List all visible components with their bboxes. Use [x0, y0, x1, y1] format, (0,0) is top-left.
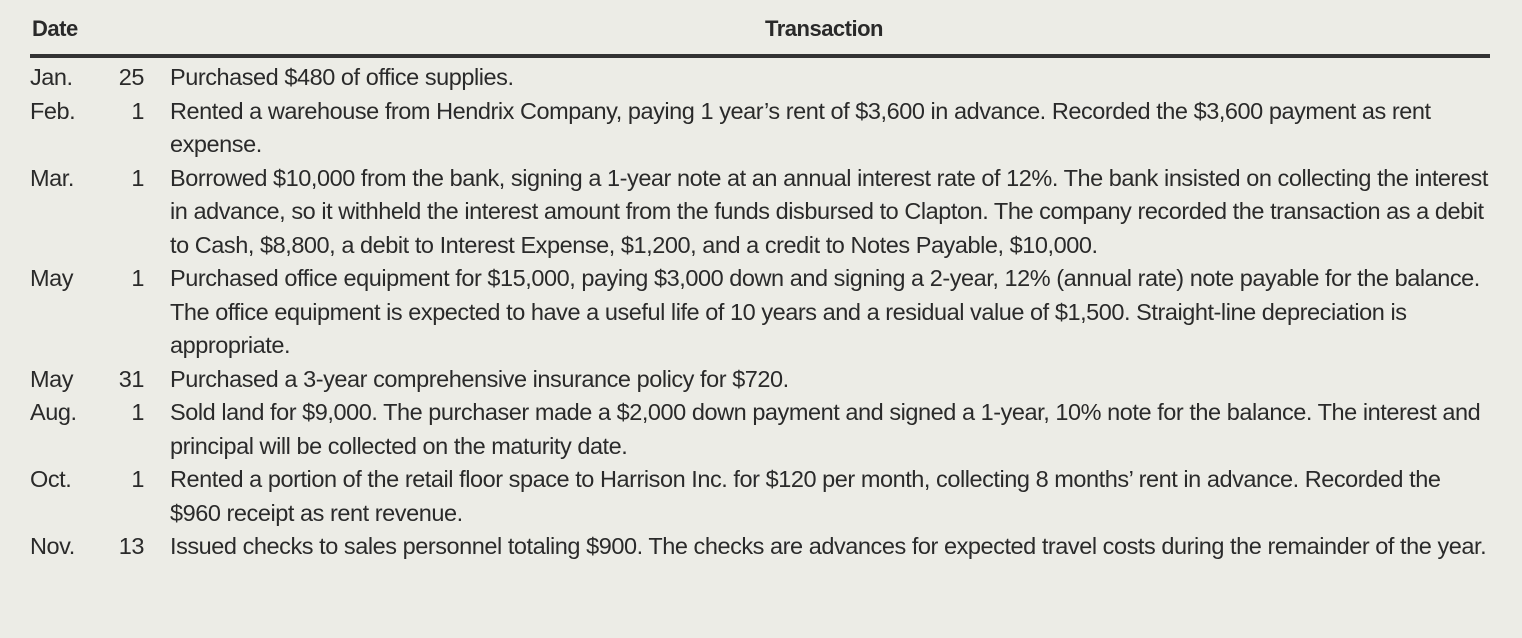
table-row	[30, 95, 1492, 162]
row-transaction: Borrowed $10,000 from the bank, signing a 1-year note at an annual interest rate of 12%. The bank insisted on collecting the interest in advance, so it withheld the interest amount from the funds disbursed to Clapton. The company recorded the transaction as a debit to Cash, $8,800, a debit to Interest Expense, $1,200, and a credit to Notes Payable, $10,000.	[170, 164, 1488, 258]
table-row	[30, 530, 1492, 564]
table-body	[30, 61, 1492, 564]
row-day: 31	[118, 365, 144, 392]
row-transaction: Purchased a 3-year comprehensive insurance policy for $720.	[170, 365, 789, 392]
date-column-header: Date	[32, 16, 78, 41]
row-month: Jan.	[30, 64, 73, 90]
row-transaction: Rented a portion of the retail floor space to Harrison Inc. for $120 per month, collecting 8 months’ rent in advance. Recorded the $960 receipt as rent revenue.	[170, 466, 1441, 526]
row-month: Feb.	[30, 97, 76, 124]
transaction-table	[30, 0, 1492, 638]
row-day: 1	[131, 164, 144, 191]
table-row	[30, 363, 1492, 397]
table-header	[30, 0, 1492, 52]
row-month: Nov.	[30, 533, 75, 559]
transaction-column-header: Transaction	[765, 16, 883, 41]
table-row	[30, 463, 1492, 530]
row-month: Aug.	[30, 399, 77, 425]
table-row	[30, 262, 1492, 363]
row-month: Oct.	[30, 466, 72, 492]
table-row	[30, 162, 1492, 263]
row-transaction: Purchased $480 of office supplies.	[170, 64, 514, 90]
row-transaction: Issued checks to sales personnel totaling $900. The checks are advances for expected travel costs during the remainder of the year.	[170, 533, 1487, 559]
row-month: Mar.	[30, 164, 74, 191]
row-day: 1	[131, 466, 144, 492]
row-day: 1	[131, 97, 144, 124]
row-month: May	[30, 265, 74, 291]
table-row	[30, 61, 1492, 95]
header-rule	[30, 54, 1490, 58]
row-transaction: Sold land for $9,000. The purchaser made a $2,000 down payment and signed a 1-year, 10% note for the balance. The interest and principal will be collected on the maturity date.	[170, 399, 1481, 459]
row-day: 1	[131, 399, 144, 425]
row-day: 25	[118, 64, 144, 90]
row-day: 13	[118, 533, 144, 559]
row-month: May	[30, 365, 74, 392]
table-row	[30, 396, 1492, 463]
row-transaction: Purchased office equipment for $15,000, paying $3,000 down and signing a 2-year, 12% (annual rate) note payable for the balance. The office equipment is expected to have a useful life of 10 years and a residual value of $1,500. Straight-line depreciation is appropriate.	[170, 265, 1480, 358]
row-day: 1	[131, 265, 144, 291]
row-transaction: Rented a warehouse from Hendrix Company, paying 1 year’s rent of $3,600 in advance. Recorded the $3,600 payment as rent expense.	[170, 97, 1431, 157]
